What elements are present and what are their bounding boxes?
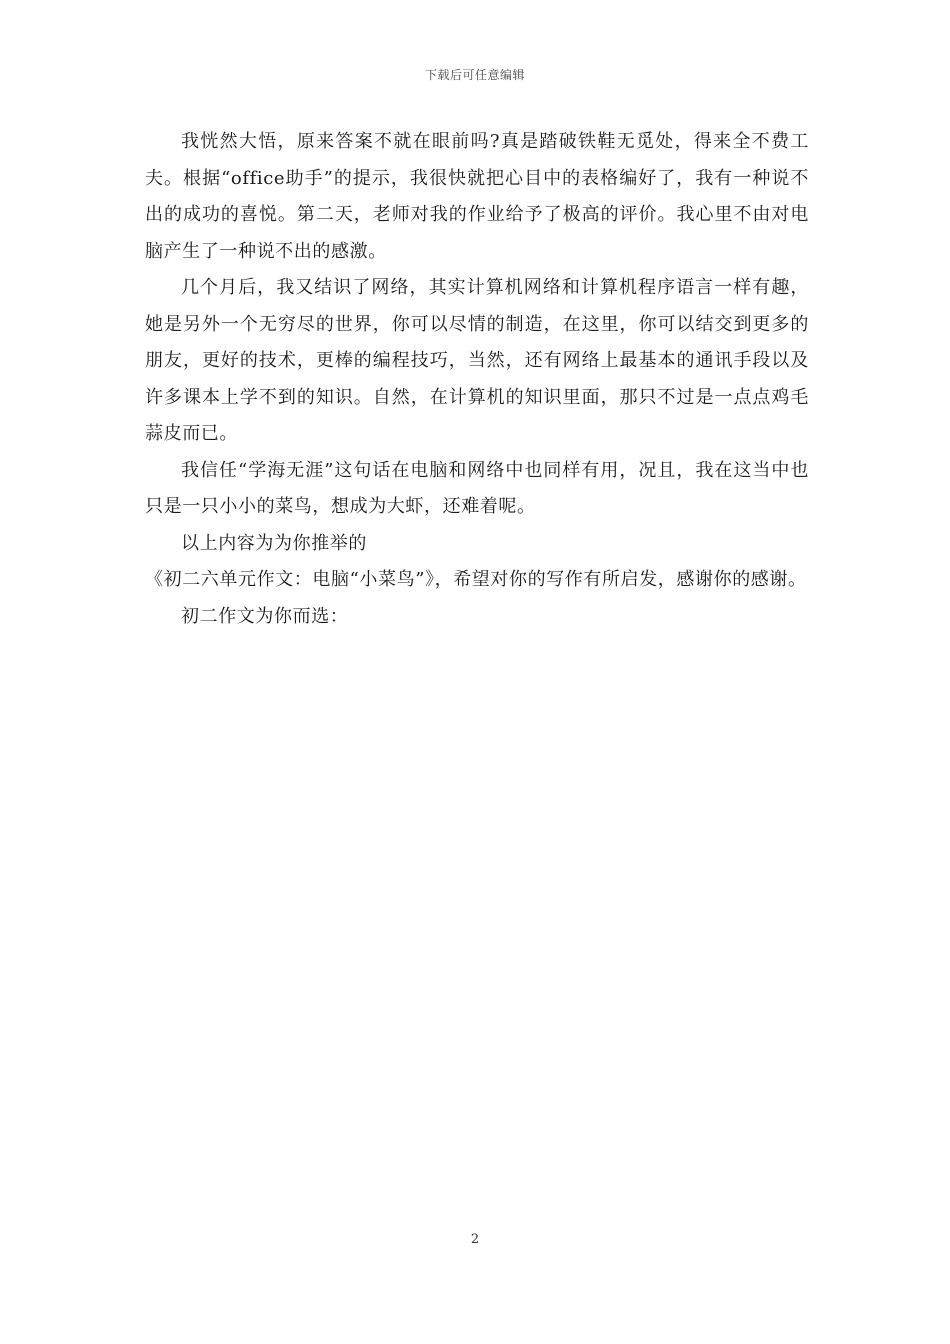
page-header: 下载后可任意编辑 <box>424 68 525 82</box>
paragraph: 初二作文为你而选： <box>181 605 349 627</box>
paragraph: 以上内容为为你推举的 <box>181 532 367 554</box>
paragraph: 《初二六单元作文：电脑“小菜鸟”》，希望对你的写作有所启发，感谢你的感谢。 <box>145 569 807 590</box>
paragraph: 我恍然大悟，原来答案不就在眼前吗?真是踏破铁鞋无觅处，得来全不费工夫。根据“office助手”的提示，我很快就把心目中的表格编好了，我有一种说不出的成功的喜悦。第二天，老师对我的作业给予了极高的评价。我心里不由对电脑产生了一种说不出的感激。 <box>145 131 809 262</box>
page-number: 2 <box>470 1232 480 1247</box>
paragraph: 我信任“学海无涯”这句话在电脑和网络中也同样有用，况且，我在这当中也只是一只小小的菜鸟，想成为大虾，还难着呢。 <box>145 459 809 517</box>
paragraph: 几个月后，我又结识了网络，其实计算机网络和计算机程序语言一样有趣，她是另外一个无穷尽的世界，你可以尽情的制造，在这里，你可以结交到更多的朋友，更好的技术，更棒的编程技巧，当然，还有网络上最基本的通讯手段以及许多课本上学不到的知识。自然，在计算机的知识里面，那只不过是一点点鸡毛蒜皮而已。 <box>145 277 809 444</box>
document-body <box>145 124 809 635</box>
